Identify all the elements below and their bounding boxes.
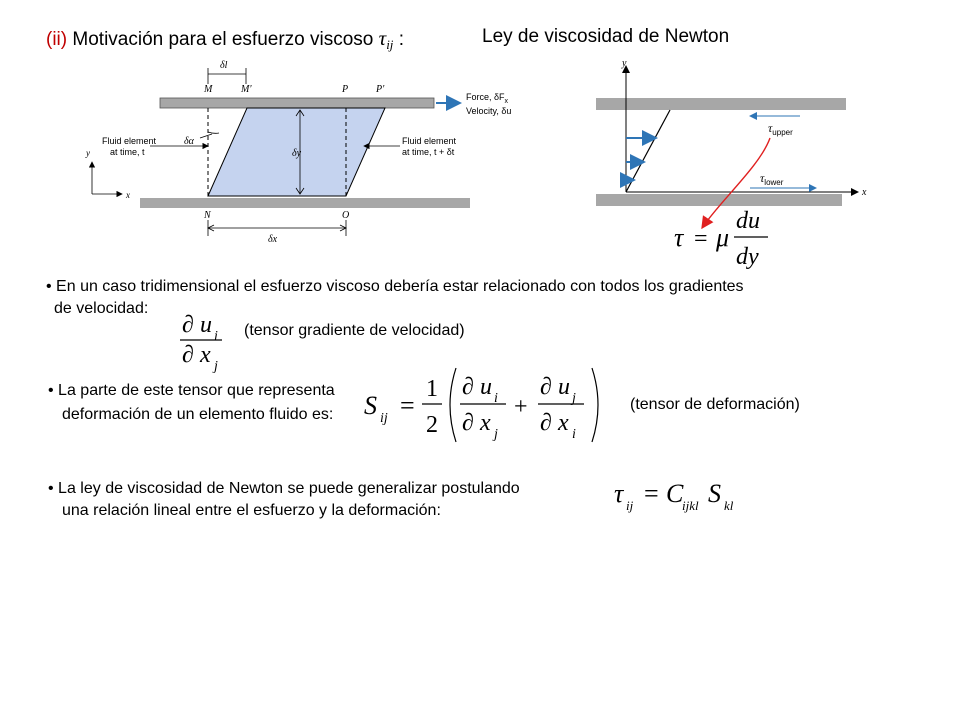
label-delta-l: δl xyxy=(220,60,228,71)
tau-lower-label: $\tau_{lower}$ xyxy=(760,171,784,187)
slide-title xyxy=(46,26,404,53)
eq-tau-sub: ij xyxy=(626,498,634,513)
label-M-prime: M' xyxy=(241,84,252,95)
eq-u-sub: i xyxy=(214,329,218,344)
eq-equals: = xyxy=(400,391,415,420)
eq-f2-u: u xyxy=(558,374,570,400)
tau-upper-label: $\tau_{upper}$ xyxy=(768,121,793,137)
bottom-fixed-plate xyxy=(140,198,470,208)
label-N: N xyxy=(204,210,211,221)
eq-f1-x: x xyxy=(480,410,491,436)
label-velocity: Velocity, δu xyxy=(466,106,512,116)
eq-f1-u: u xyxy=(480,374,492,400)
eq-left-paren xyxy=(450,368,456,442)
eq-equals: = xyxy=(644,479,659,508)
eq-f1-x-sub: j xyxy=(494,427,498,442)
top-moving-plate xyxy=(160,98,434,108)
label-fluid-left-2: at time, t xyxy=(110,147,145,157)
label-force: Force, $\delta F_x$ xyxy=(466,92,509,105)
delta-alpha-leader xyxy=(200,134,212,138)
velocity-profile-diagram xyxy=(590,56,880,216)
eq-equals: = xyxy=(694,226,708,252)
title-text: Motivación para el esfuerzo viscoso xyxy=(72,29,374,50)
eq-S: S xyxy=(708,479,721,508)
eq-C-sub: ijkl xyxy=(682,498,699,513)
eq-partial-bottom: ∂ xyxy=(182,342,194,368)
bullet1-note: (tensor gradiente de velocidad) xyxy=(244,322,465,339)
label-delta-x: δx xyxy=(268,234,278,245)
eq-f2-x-sub: i xyxy=(572,427,576,442)
eq-f1-u-sub: i xyxy=(494,391,498,406)
axis-y-label: y xyxy=(622,58,627,69)
label-fluid-right-2: at time, t + δt xyxy=(402,147,455,157)
delta-alpha-arc xyxy=(208,132,219,133)
label-fluid-left-1: Fluid element xyxy=(102,136,157,146)
eq-u: u xyxy=(200,312,212,338)
eq-denominator: dy xyxy=(736,244,759,270)
axis-x-label: x xyxy=(126,190,130,200)
eq-f2-partial-top: ∂ xyxy=(540,374,552,400)
eq-f2-x: x xyxy=(558,410,569,436)
eq-x-sub: j xyxy=(214,359,218,374)
title-right-text: Ley de viscosidad de Newton xyxy=(482,26,730,47)
label-fluid-right-1: Fluid element xyxy=(402,136,457,146)
eq-C: C xyxy=(666,479,684,508)
bullet2-note: (tensor de deformación) xyxy=(630,396,800,413)
couette-deformation-diagram xyxy=(80,54,512,245)
eq-f2-u-sub: j xyxy=(572,391,576,406)
eq-x: x xyxy=(200,342,211,368)
generalized-newton-law-equation xyxy=(612,476,748,516)
bullet2-line1: • La parte de este tensor que representa xyxy=(48,382,335,399)
eq-S-sub: kl xyxy=(724,498,734,513)
velocity-gradient-equation xyxy=(178,304,240,374)
label-O: O xyxy=(342,210,350,221)
eq-half-numerator: 1 xyxy=(426,376,438,402)
bullet3-line2: una relación lineal entre el esfuerzo y la deformación: xyxy=(62,502,441,519)
eq-tau: τ xyxy=(614,479,624,508)
bullet1-line1: • En un caso tridimensional el esfuerzo viscoso debería estar relacionado con todos los gradientes xyxy=(46,278,744,295)
eq-f1-partial-top: ∂ xyxy=(462,374,474,400)
eq-numerator: du xyxy=(736,208,760,234)
axis-x-label: x xyxy=(862,187,867,198)
eq-plus: + xyxy=(514,394,528,420)
eq-mu: μ xyxy=(716,223,730,252)
title-tau-subscript: ij xyxy=(386,37,394,52)
eq-f1-partial-bottom: ∂ xyxy=(462,410,474,436)
eq-S-sub: ij xyxy=(380,411,388,426)
eq-S: S xyxy=(364,391,377,420)
strain-rate-tensor-equation xyxy=(360,362,610,448)
label-P-prime: P' xyxy=(376,84,385,95)
newton-viscosity-law-equation xyxy=(672,204,772,270)
label-M: M xyxy=(204,84,213,95)
bullet3-line1: • La ley de viscosidad de Newton se puede generalizar postulando xyxy=(48,480,520,497)
label-P: P xyxy=(342,84,349,95)
label-delta-y: δy xyxy=(292,148,302,159)
eq-f2-partial-bottom: ∂ xyxy=(540,410,552,436)
title-colon: : xyxy=(398,29,404,50)
bullet2-line2: deformación de un elemento fluido es: xyxy=(62,406,334,423)
title-tau-symbol: τ xyxy=(378,26,387,50)
eq-right-paren xyxy=(592,368,598,442)
axis-y-label: y xyxy=(86,148,90,158)
eq-half-denominator: 2 xyxy=(426,412,438,438)
section-number: (ii) xyxy=(46,29,68,50)
top-plate xyxy=(596,98,846,110)
eq-tau: τ xyxy=(674,223,684,252)
bullet1-line2: de velocidad: xyxy=(54,300,149,317)
label-delta-alpha: δα xyxy=(184,136,194,147)
eq-partial-top: ∂ xyxy=(182,312,194,338)
